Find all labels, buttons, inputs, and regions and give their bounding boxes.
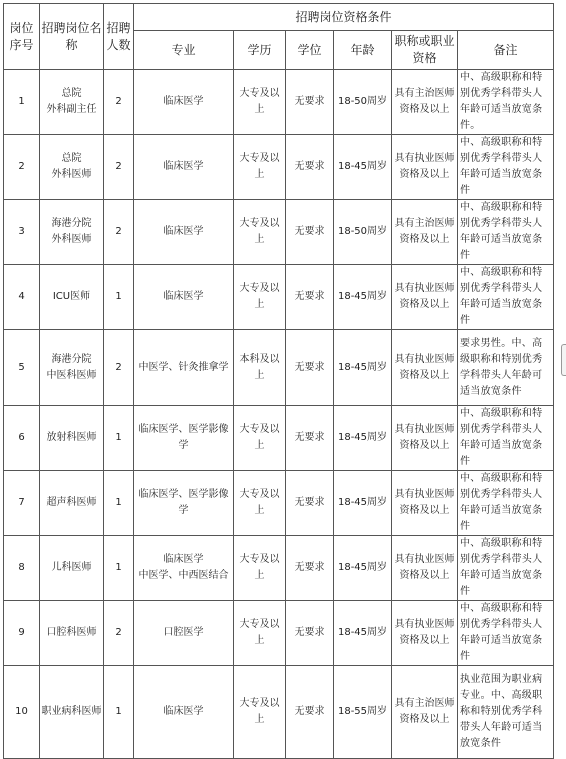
cell-major: 临床医学 bbox=[134, 135, 234, 200]
table-row bbox=[4, 70, 554, 135]
cell-seq: 3 bbox=[4, 200, 40, 265]
cell-degree: 无要求 bbox=[286, 70, 334, 135]
table-row bbox=[4, 666, 554, 759]
cell-major: 口腔医学 bbox=[134, 601, 234, 666]
cell-note: 中、高级职称和特别优秀学科带头人年龄可适当放宽条件 bbox=[458, 406, 554, 471]
cell-major: 临床医学 bbox=[134, 70, 234, 135]
cell-position: 儿科医师 bbox=[40, 536, 104, 601]
cell-age: 18-45周岁 bbox=[334, 265, 392, 330]
cell-title-requirement: 具有主治医师资格及以上 bbox=[392, 200, 458, 265]
cell-note: 执业范围为职业病专业。中、高级职称和特别优秀学科带头人年龄可适当放宽条件 bbox=[458, 666, 554, 759]
cell-seq: 6 bbox=[4, 406, 40, 471]
cell-education: 大专及以上 bbox=[234, 70, 286, 135]
cell-seq: 4 bbox=[4, 265, 40, 330]
cell-position: 超声科医师 bbox=[40, 471, 104, 536]
cell-education: 大专及以上 bbox=[234, 200, 286, 265]
side-scroll-handle[interactable] bbox=[561, 344, 566, 376]
cell-position: ICU医师 bbox=[40, 265, 104, 330]
cell-seq: 5 bbox=[4, 330, 40, 406]
cell-position: 总院 外科医师 bbox=[40, 135, 104, 200]
cell-major: 临床医学 bbox=[134, 200, 234, 265]
cell-major: 中医学、针灸推拿学 bbox=[134, 330, 234, 406]
cell-age: 18-50周岁 bbox=[334, 70, 392, 135]
cell-position: 海港分院 外科医师 bbox=[40, 200, 104, 265]
cell-note: 中、高级职称和特别优秀学科带头人年龄可适当放宽条件 bbox=[458, 471, 554, 536]
cell-degree: 无要求 bbox=[286, 135, 334, 200]
cell-degree: 无要求 bbox=[286, 200, 334, 265]
cell-degree: 无要求 bbox=[286, 330, 334, 406]
cell-position: 海港分院 中医科医师 bbox=[40, 330, 104, 406]
cell-note: 中、高级职称和特别优秀学科带头人年龄可适当放宽条件 bbox=[458, 200, 554, 265]
cell-education: 大专及以上 bbox=[234, 666, 286, 759]
cell-degree: 无要求 bbox=[286, 601, 334, 666]
header-seq: 岗位序号 bbox=[4, 4, 40, 70]
cell-count: 1 bbox=[104, 406, 134, 471]
header-note: 备注 bbox=[458, 31, 554, 70]
cell-count: 1 bbox=[104, 265, 134, 330]
cell-count: 2 bbox=[104, 601, 134, 666]
cell-count: 2 bbox=[104, 330, 134, 406]
cell-major: 临床医学 bbox=[134, 265, 234, 330]
cell-title-requirement: 具有执业医师资格及以上 bbox=[392, 135, 458, 200]
header-count: 招聘人数 bbox=[104, 4, 134, 70]
cell-position: 职业病科医师 bbox=[40, 666, 104, 759]
cell-degree: 无要求 bbox=[286, 265, 334, 330]
header-position: 招聘岗位名称 bbox=[40, 4, 104, 70]
cell-education: 大专及以上 bbox=[234, 601, 286, 666]
cell-major: 临床医学、医学影像学 bbox=[134, 406, 234, 471]
cell-age: 18-45周岁 bbox=[334, 536, 392, 601]
header-education: 学历 bbox=[234, 31, 286, 70]
cell-title-requirement: 具有执业医师资格及以上 bbox=[392, 601, 458, 666]
cell-major: 临床医学、医学影像学 bbox=[134, 471, 234, 536]
table-row bbox=[4, 265, 554, 330]
cell-note: 中、高级职称和特别优秀学科带头人年龄可适当放宽条件 bbox=[458, 601, 554, 666]
cell-age: 18-55周岁 bbox=[334, 666, 392, 759]
header-title-requirement: 职称或职业资格 bbox=[392, 31, 458, 70]
cell-degree: 无要求 bbox=[286, 536, 334, 601]
cell-count: 2 bbox=[104, 135, 134, 200]
cell-age: 18-45周岁 bbox=[334, 135, 392, 200]
header-age: 年龄 bbox=[334, 31, 392, 70]
cell-seq: 9 bbox=[4, 601, 40, 666]
cell-count: 1 bbox=[104, 666, 134, 759]
cell-degree: 无要求 bbox=[286, 406, 334, 471]
cell-count: 2 bbox=[104, 70, 134, 135]
header-qualifications: 招聘岗位资格条件 bbox=[134, 4, 554, 31]
cell-age: 18-45周岁 bbox=[334, 601, 392, 666]
cell-count: 1 bbox=[104, 471, 134, 536]
cell-title-requirement: 具有执业医师资格及以上 bbox=[392, 536, 458, 601]
table-row bbox=[4, 601, 554, 666]
table-row bbox=[4, 471, 554, 536]
cell-major: 临床医学 bbox=[134, 666, 234, 759]
cell-note: 中、高级职称和特别优秀学科带头人年龄可适当放宽条件。 bbox=[458, 70, 554, 135]
cell-education: 大专及以上 bbox=[234, 135, 286, 200]
cell-count: 1 bbox=[104, 536, 134, 601]
cell-note: 中、高级职称和特别优秀学科带头人年龄可适当放宽条件 bbox=[458, 536, 554, 601]
cell-education: 本科及以上 bbox=[234, 330, 286, 406]
cell-seq: 7 bbox=[4, 471, 40, 536]
cell-age: 18-50周岁 bbox=[334, 200, 392, 265]
cell-education: 大专及以上 bbox=[234, 536, 286, 601]
cell-position: 总院 外科副主任 bbox=[40, 70, 104, 135]
cell-seq: 10 bbox=[4, 666, 40, 759]
cell-degree: 无要求 bbox=[286, 666, 334, 759]
cell-seq: 1 bbox=[4, 70, 40, 135]
cell-age: 18-45周岁 bbox=[334, 330, 392, 406]
table-row bbox=[4, 330, 554, 406]
table-row bbox=[4, 536, 554, 601]
cell-education: 大专及以上 bbox=[234, 406, 286, 471]
cell-note: 中、高级职称和特别优秀学科带头人年龄可适当放宽条件 bbox=[458, 265, 554, 330]
cell-education: 大专及以上 bbox=[234, 265, 286, 330]
table-row bbox=[4, 135, 554, 200]
cell-title-requirement: 具有执业医师资格及以上 bbox=[392, 330, 458, 406]
table-row bbox=[4, 406, 554, 471]
cell-title-requirement: 具有主治医师资格及以上 bbox=[392, 70, 458, 135]
cell-note: 要求男性。中、高级职称和特别优秀学科带头人年龄可适当放宽条件 bbox=[458, 330, 554, 406]
cell-position: 口腔科医师 bbox=[40, 601, 104, 666]
cell-education: 大专及以上 bbox=[234, 471, 286, 536]
cell-title-requirement: 具有执业医师资格及以上 bbox=[392, 471, 458, 536]
cell-major: 临床医学 中医学、中西医结合 bbox=[134, 536, 234, 601]
header-degree: 学位 bbox=[286, 31, 334, 70]
cell-title-requirement: 具有执业医师资格及以上 bbox=[392, 265, 458, 330]
table-row bbox=[4, 200, 554, 265]
cell-age: 18-45周岁 bbox=[334, 471, 392, 536]
cell-seq: 8 bbox=[4, 536, 40, 601]
cell-title-requirement: 具有主治医师资格及以上 bbox=[392, 666, 458, 759]
cell-title-requirement: 具有执业医师资格及以上 bbox=[392, 406, 458, 471]
cell-degree: 无要求 bbox=[286, 471, 334, 536]
cell-note: 中、高级职称和特别优秀学科带头人年龄可适当放宽条件 bbox=[458, 135, 554, 200]
cell-age: 18-45周岁 bbox=[334, 406, 392, 471]
cell-count: 2 bbox=[104, 200, 134, 265]
header-major: 专业 bbox=[134, 31, 234, 70]
recruitment-table bbox=[3, 3, 554, 759]
cell-seq: 2 bbox=[4, 135, 40, 200]
cell-position: 放射科医师 bbox=[40, 406, 104, 471]
